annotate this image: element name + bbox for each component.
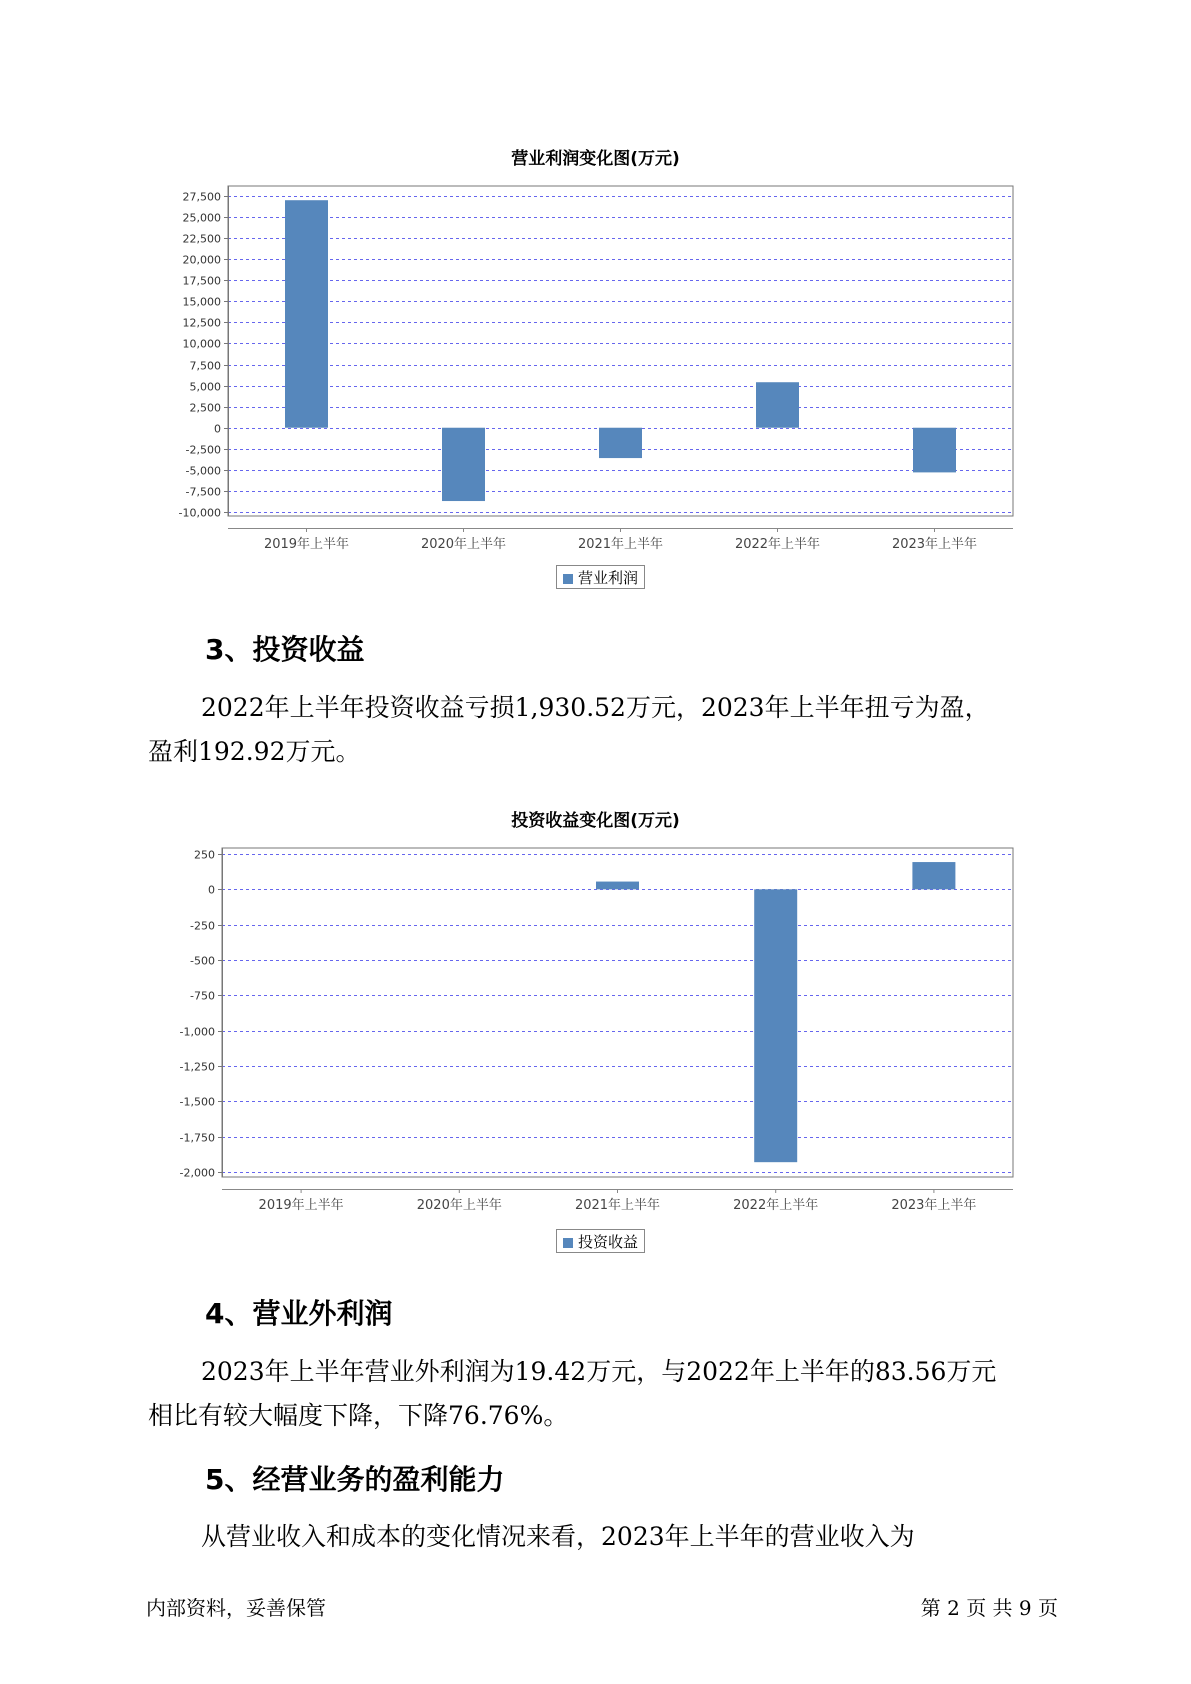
y-tick-label: 250 [194,848,215,862]
investment-income-chart-legend [556,1229,645,1253]
investment-income-chart-title: 投资收益变化图(万元) [511,811,680,831]
y-tick-label: 17,500 [182,274,221,288]
paragraph-line: 从营业收入和成本的变化情况来看，2023年上半年的营业收入为 [201,1522,915,1551]
y-tick-label: -1,500 [179,1095,215,1109]
y-tick-label: 7,500 [189,359,221,373]
legend-swatch-icon [563,1238,573,1248]
paragraph-line: 盈利192.92万元。 [148,737,361,766]
y-tick-label: -7,500 [185,485,221,499]
operating-profit-chart-title: 营业利润变化图(万元) [511,149,680,169]
y-tick-label: 5,000 [189,380,221,394]
section-heading-operating-profitability: 5、经营业务的盈利能力 [205,1463,505,1496]
footer-confidential-note: 内部资料，妥善保管 [146,1596,326,1620]
x-tick-label: 2022年上半年 [733,1198,819,1213]
x-tick-label: 2021年上半年 [574,1198,661,1213]
operating-profitability-paragraph [148,1515,1053,1559]
bar-2021年上半年 [596,882,639,890]
y-tick-label: -2,000 [179,1166,215,1180]
footer-page-number: 第 2 页 共 9 页 [920,1596,1058,1620]
x-tick-label: 2019年上半年 [258,1198,344,1213]
legend-label: 营业利润 [578,569,639,587]
x-tick-label: 2021年上半年 [577,537,664,552]
section-heading-non-operating-profit: 4、营业外利润 [205,1297,393,1330]
y-tick-label: 15,000 [182,295,221,309]
y-tick-label: 27,500 [182,190,221,204]
y-tick-label: -1,000 [179,1025,215,1039]
y-tick-label: 25,000 [182,211,221,225]
x-tick-label: 2020年上半年 [416,1198,502,1213]
y-tick-label: -1,750 [179,1131,215,1145]
y-tick-label: 0 [214,422,221,436]
paragraph-line: 相比有较大幅度下降，下降76.76%。 [148,1401,569,1430]
y-tick-label: -750 [190,989,215,1003]
y-tick-label: -1,250 [179,1060,215,1074]
x-tick-label: 2020年上半年 [420,537,507,552]
y-tick-label: 0 [208,883,215,897]
section-heading-investment-income: 3、投资收益 [205,633,365,666]
y-tick-label: 10,000 [182,337,221,351]
paragraph-line: 2023年上半年营业外利润为19.42万元，与2022年上半年的83.56万元 [201,1357,997,1386]
y-tick-label: -2,500 [185,443,221,457]
x-tick-label: 2019年上半年 [263,537,350,552]
y-tick-label: 20,000 [182,253,221,267]
y-tick-label: 22,500 [182,232,221,246]
x-tick-label: 2022年上半年 [734,537,821,552]
y-tick-label: -250 [190,919,215,933]
x-tick-label: 2023年上半年 [891,1198,977,1213]
legend-label: 投资收益 [578,1233,639,1251]
y-tick-label: 2,500 [189,401,221,415]
y-tick-label: 12,500 [182,316,221,330]
plot-area [222,848,1013,1177]
paragraph-line: 2022年上半年投资收益亏损1,930.52万元，2023年上半年扭亏为盈， [201,693,990,722]
x-tick-label: 2023年上半年 [891,537,978,552]
bar-2023年上半年 [912,862,955,889]
bar-2022年上半年 [754,889,797,1162]
y-tick-label: -10,000 [178,506,221,520]
y-tick-label: -5,000 [185,464,221,478]
y-tick-label: -500 [190,954,215,968]
non-operating-profit-paragraph [148,1350,1053,1438]
